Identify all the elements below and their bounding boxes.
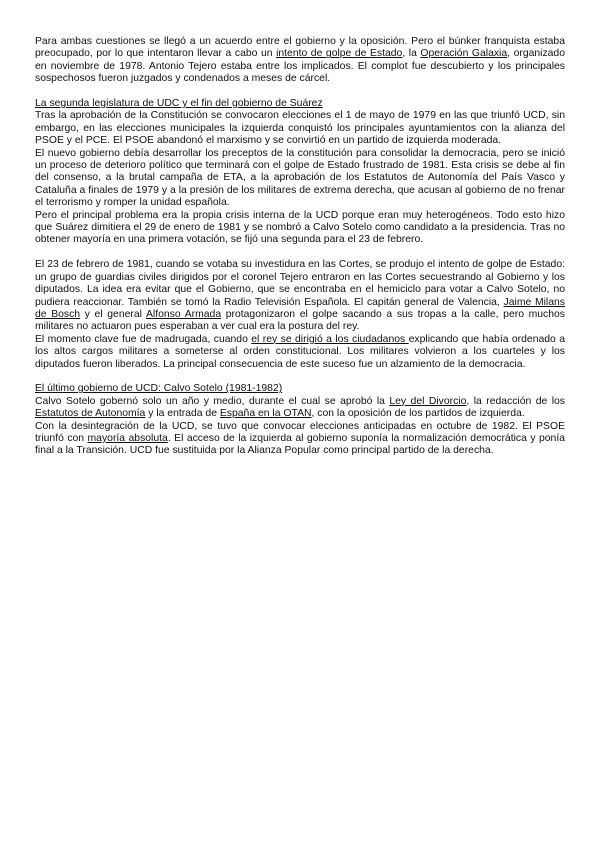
link-espana-otan[interactable]: España en la OTAN <box>219 408 312 420</box>
paragraph-elecciones-1982: Con la desintegración de la UCD, se tuvo que convocar elecciones anticipadas en octubre de 1982. El PSOE triunfó con mayoría absoluta. El acceso de la izquierda al gobierno suponía la normalización democrática y ponía final a la Transición. UCD fue sustituida por la Alianza Popular como principal partido de la derecha. <box>35 420 565 457</box>
link-milans-de-bosch[interactable]: Jaime Milans de Bosch <box>35 296 565 320</box>
paragraph-galaxia: Para ambas cuestiones se llegó a un acuerdo entre el gobierno y la oposición. Pero el búnker franquista estaba preocupado, por lo que intentaron llevar a cabo un intento de golpe de Estado, la Operación Galaxia, organizado en noviembre de 1978. Antonio Tejero estaba entre los implicados. El complot fue descubierto y los principales sospechosos fueron juzgados y condenados a meses de cárcel. <box>35 36 565 85</box>
spacer <box>35 86 565 98</box>
spacer <box>35 247 565 259</box>
paragraph-nuevo-gobierno: El nuevo gobierno debía desarrollar los preceptos de la constitución para consolidar la democracia, pero se inició un proceso de deterioro político que terminará con el golpe de Estado frustrado de 1981. Esta crisis se debe al fin del consenso, a la brutal campaña de ETA, a la aprobación de los Estatutos de Autonomía del País Vasco y Cataluña a finales de 1979 y a la presión de los militares de extrema derecha, que acusan al gobierno de no frenar el terrorismo y romper la unidad española. <box>35 147 565 209</box>
paragraph-elecciones-1979: Tras la aprobación de la Constitución se convocaron elecciones el 1 de mayo de 1979 en las que triunfó UCD, sin embargo, en las elecciones municipales la izquierda conquistó los principales ayuntamientos con la alianza del PSOE y el PCE. El PSOE abandonó el marxismo y se convirtió en un partido de izquierda moderada. <box>35 110 565 147</box>
paragraph-momento-clave: El momento clave fue de madrugada, cuando el rey se dirigió a los ciudadanos explicando que había ordenado a los altos cargos militares a someterse al orden constitucional. Los militares volvieron a los cuarteles y los diputados fueron liberados. La principal consecuencia de este suceso fue un alzamiento de la democracia. <box>35 333 566 370</box>
paragraph-crisis-ucd: Pero el principal problema era la propia crisis interna de la UCD porque eran muy heterogéneos. Todo esto hizo que Suárez dimitiera el 29 de enero de 1981 y se nombró a Calvo Sotelo como candidato a la presidencia. Tras no obtener mayoría en una primera votación, se fijó una segunda para el 23 de febrero. <box>35 209 565 246</box>
link-estatutos-autonomia[interactable]: Estatutos de Autonomía <box>35 408 146 420</box>
link-mayoria-absoluta[interactable]: mayoría absoluta <box>87 432 168 444</box>
link-intento-golpe[interactable]: intento de golpe de Estado <box>276 48 403 60</box>
heading-ultimo-gobierno: El último gobierno de UCD: Calvo Sotelo (1981-1982) <box>35 383 283 395</box>
link-ley-divorcio[interactable]: Ley del Divorcio <box>389 395 467 407</box>
spacer <box>35 371 565 383</box>
document-body <box>35 36 565 458</box>
link-alfonso-armada[interactable]: Alfonso Armada <box>146 308 222 320</box>
heading-segunda-legislatura: La segunda legislatura de UDC y el fin del gobierno de Suárez <box>35 98 323 110</box>
link-rey-ciudadanos[interactable]: el rey se dirigió a los ciudadanos <box>251 333 409 345</box>
paragraph-23f: El 23 de febrero de 1981, cuando se votaba su investidura en las Cortes, se produjo el intento de golpe de Estado: un grupo de guardias civiles dirigidos por el coronel Tejero entraron en las Cortes secuestrando al Gobierno y los diputados. La idea era evitar que el Gobierno, que se encontraba en el hemiciclo para votar a Calvo Sotelo, no pudiera reaccionar. También se tomó la Radio Televisión Española. El capitán general de Valencia, Jaime Milans de Bosch y el general Alfonso Armada protagonizaron el golpe sacando a sus tropas a la calle, pero muchos militares no actuaron pues esperaban a ver cual era la postura del rey. <box>35 259 565 333</box>
link-operacion-galaxia[interactable]: Operación Galaxia <box>420 48 508 60</box>
paragraph-calvo-sotelo: Calvo Sotelo gobernó solo un año y medio, durante el cual se aprobó la Ley del Divorcio, la redacción de los Estatutos de Autonomía y la entrada de España en la OTAN, con la oposición de los partidos de izquierda. <box>35 395 565 420</box>
